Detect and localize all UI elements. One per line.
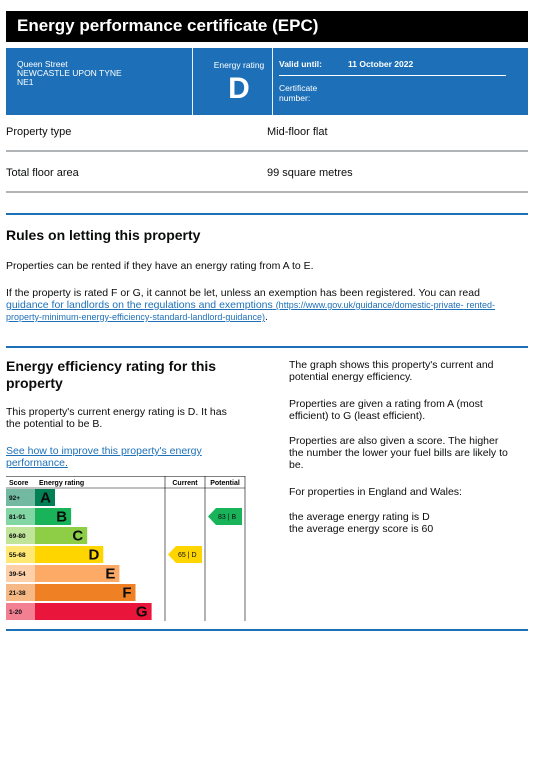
valid-until-label: Valid until: bbox=[279, 59, 322, 69]
landlord-guidance-link[interactable]: guidance for landlords on the regulations and exemptions (https://www.gov.uk/guidance/domestic-private- rented-property-minimum-energy-efficiency-standard-landlord-guidance) bbox=[6, 299, 496, 322]
divider bbox=[272, 48, 273, 115]
band-letter-B: B bbox=[56, 508, 68, 526]
certificate-number-label: Certificate number: bbox=[279, 83, 318, 103]
current-indicator-label: 65 | D bbox=[178, 552, 197, 559]
band-range-A: 92+ bbox=[9, 495, 21, 502]
score-description: Properties are also given a score. The higher the number the lower your fuel bills are likely to be. bbox=[289, 435, 508, 471]
divider bbox=[6, 150, 528, 152]
band-letter-D: D bbox=[88, 546, 100, 564]
header-score: Score bbox=[9, 480, 29, 487]
property-type-label: Property type bbox=[6, 126, 72, 138]
divider bbox=[6, 191, 528, 193]
letting-para-1: Properties can be rented if they have an energy rating from A to E. bbox=[6, 260, 314, 272]
band-range-D: 55-68 bbox=[9, 552, 26, 559]
potential-indicator-label: 83 | B bbox=[218, 514, 237, 521]
letting-heading: Rules on letting this property bbox=[6, 227, 201, 243]
section-divider bbox=[6, 346, 528, 348]
efficiency-heading: Energy efficiency rating for this property bbox=[6, 358, 217, 391]
property-address: Queen Street NEWCASTLE UPON TYNE NE1 bbox=[17, 59, 122, 87]
letting-para-2: If the property is rated F or G, it cannot be let, unless an exemption has been registered. You can read guidance for landlords on the regulations and exemptions (https://www.gov.uk/guidance/domestic-private- rented-property-minimum-energy-efficiency-standard-landlord-guidance). bbox=[6, 287, 496, 323]
energy-rating-value: D bbox=[228, 72, 250, 105]
band-range-B: 81-91 bbox=[9, 514, 26, 521]
average-rating: the average energy rating is D the average energy score is 60 bbox=[289, 511, 434, 535]
band-letter-E: E bbox=[105, 565, 116, 583]
property-type-value: Mid-floor flat bbox=[267, 126, 328, 138]
header-energy-rating: Energy rating bbox=[39, 480, 85, 487]
band-range-G: 1-20 bbox=[9, 609, 23, 616]
energy-rating-graph bbox=[6, 476, 246, 622]
divider bbox=[192, 48, 193, 115]
improve-performance-link[interactable]: See how to improve this property's energy performance. bbox=[6, 445, 202, 469]
current-rating-text: This property's current energy rating is D. It has the potential to be B. bbox=[6, 406, 227, 430]
certificate-summary bbox=[6, 48, 528, 115]
section-divider bbox=[6, 629, 528, 631]
band-letter-A: A bbox=[40, 489, 51, 507]
band-range-E: 39-54 bbox=[9, 571, 26, 578]
band-letter-G: G bbox=[135, 603, 148, 621]
energy-rating-label: Energy rating bbox=[213, 60, 265, 70]
header-current: Current bbox=[172, 480, 198, 487]
divider bbox=[279, 75, 506, 76]
valid-until-value: 11 October 2022 bbox=[348, 59, 414, 69]
page-title: Energy performance certificate (EPC) bbox=[6, 11, 528, 42]
graph-description: The graph shows this property's current and potential energy efficiency. bbox=[289, 359, 494, 383]
energy-rating-chart bbox=[6, 476, 246, 625]
band-letter-C: C bbox=[72, 527, 84, 545]
floor-area-value: 99 square metres bbox=[267, 167, 353, 179]
section-divider bbox=[6, 213, 528, 215]
region-note: For properties in England and Wales: bbox=[289, 486, 462, 498]
band-range-C: 69-80 bbox=[9, 533, 26, 540]
band-range-F: 21-38 bbox=[9, 590, 26, 597]
header-potential: Potential bbox=[210, 480, 240, 487]
floor-area-label: Total floor area bbox=[6, 167, 79, 179]
rating-description: Properties are given a rating from A (most efficient) to G (least efficient). bbox=[289, 398, 483, 422]
band-bar-F bbox=[35, 584, 136, 601]
band-letter-F: F bbox=[122, 584, 132, 602]
band-bar-G bbox=[35, 603, 152, 620]
